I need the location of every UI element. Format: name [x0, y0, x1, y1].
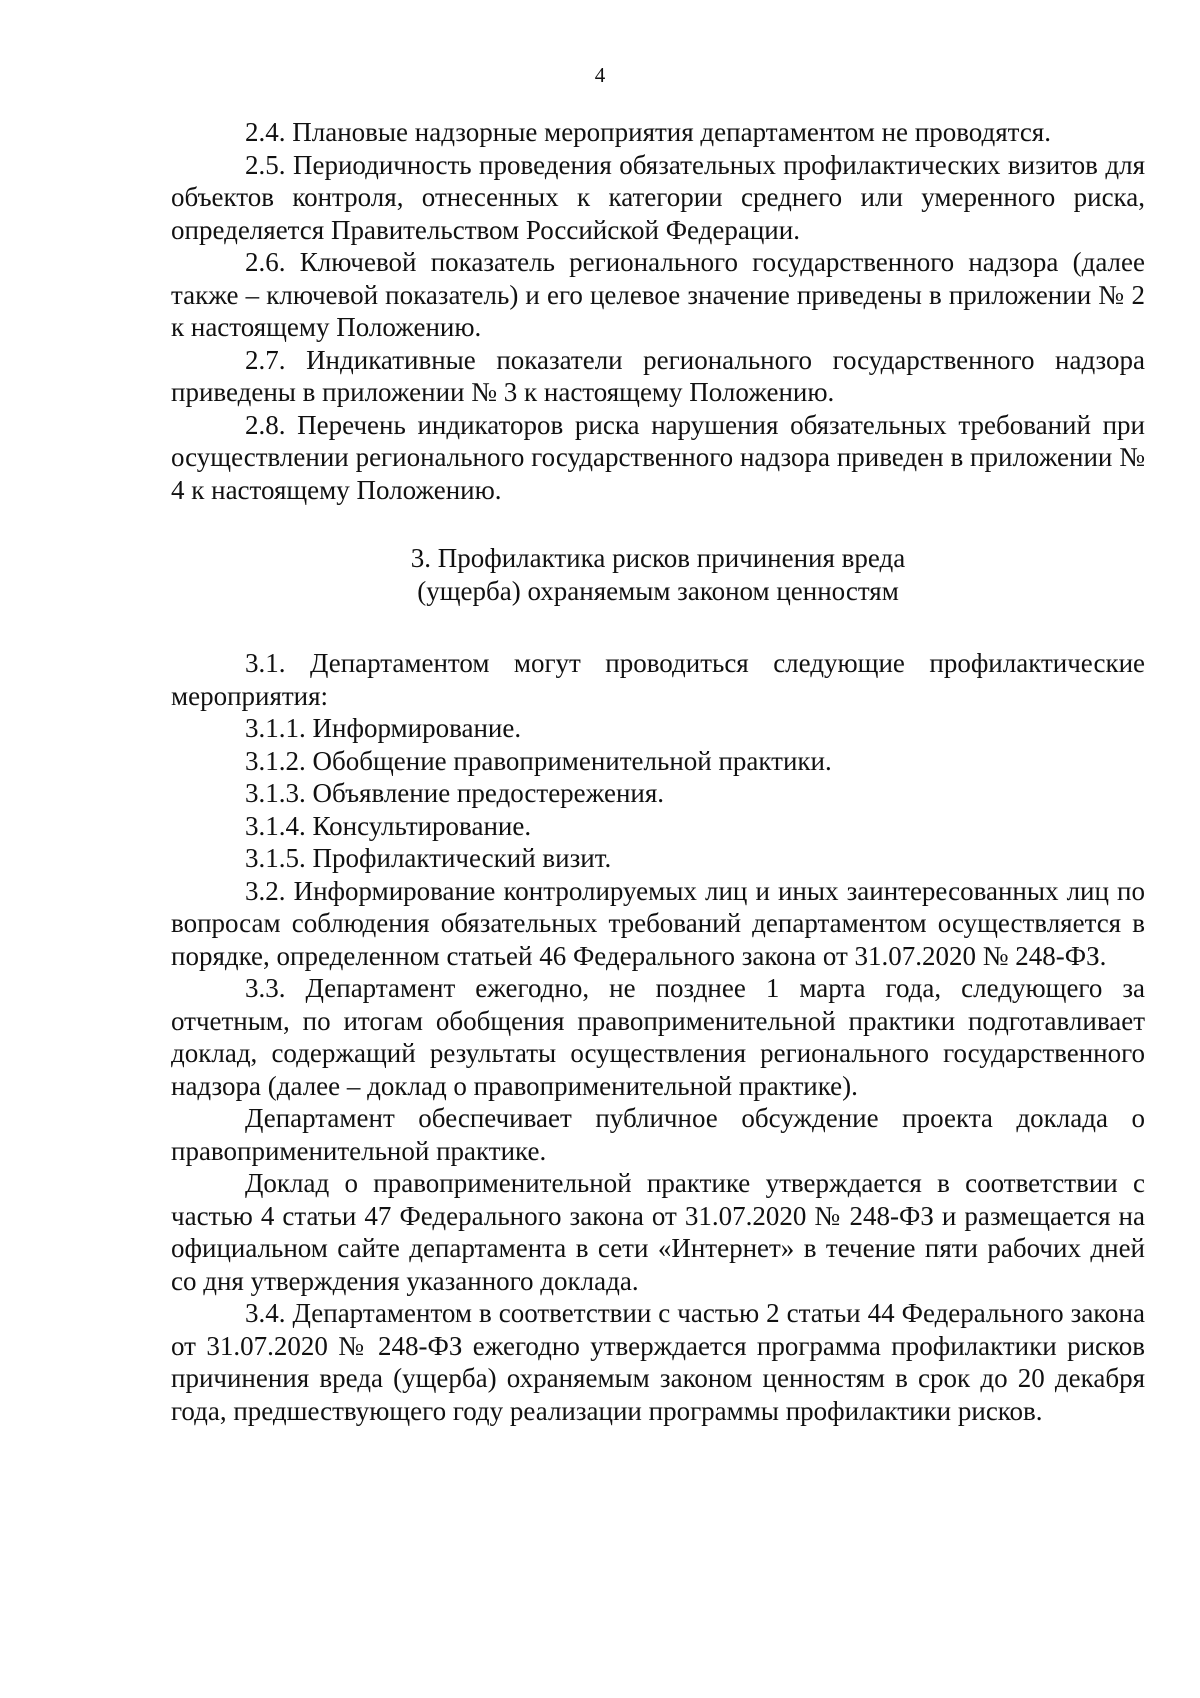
paragraph-2-4: 2.4. Плановые надзорные мероприятия департаментом не проводятся.	[245, 117, 1051, 147]
paragraph-3-1: 3.1. Департаментом могут проводиться следующие профилактические мероприятия:	[171, 648, 1145, 711]
section-3-heading-line-1: 3. Профилактика рисков причинения вреда	[410, 543, 906, 573]
paragraph-3-3: 3.3. Департамент ежегодно, не позднее 1 марта года, следующего за отчетным, по итогам обобщения правоприменительной практики подготавливает доклад, содержащий результаты осуществления регионального государственного надзора (далее – доклад о правоприменительной практике).	[171, 973, 1145, 1101]
paragraph-2-6: 2.6. Ключевой показатель регионального государственного надзора (далее также – ключевой показатель) и его целевое значение приведены в приложении № 2 к настоящему Положению.	[171, 247, 1145, 342]
section-3-heading	[171, 542, 1145, 607]
paragraph-3-3-discussion: Департамент обеспечивает публичное обсуждение проекта доклада о правоприменительной практике.	[171, 1103, 1145, 1166]
paragraph-3-1-4: 3.1.4. Консультирование.	[245, 810, 532, 841]
section-3-heading-line-2: (ущерба) охраняемым законом ценностям	[417, 575, 899, 606]
paragraph-2-5: 2.5. Периодичность проведения обязательных профилактических визитов для объектов контроля, отнесенных к категории среднего или умеренного риска, определяется Правительством Российской Федерации.	[171, 149, 1145, 245]
paragraph-3-1-5: 3.1.5. Профилактический визит.	[245, 843, 612, 873]
paragraph-3-1-3: 3.1.3. Объявление предостережения.	[245, 778, 665, 808]
paragraph-2-8: 2.8. Перечень индикаторов риска нарушения обязательных требований при осуществлении регионального государственного надзора приведен в приложении № 4 к настоящему Положению.	[171, 409, 1145, 505]
paragraph-3-1-1: 3.1.1. Информирование.	[245, 713, 522, 743]
paragraph-3-3-approval: Доклад о правоприменительной практике утверждается в соответствии с частью 4 статьи 47 Федерального закона от 31.07.2020 № 248-ФЗ и размещается на официальном сайте департамента в сети «Интернет» в течение пяти рабочих дней со дня утверждения указанного доклада.	[171, 1168, 1145, 1296]
document-body	[171, 116, 1145, 1427]
page-number: 4	[594, 63, 606, 87]
paragraph-3-4: 3.4. Департаментом в соответствии с частью 2 статьи 44 Федерального закона от 31.07.2020 № 248-ФЗ ежегодно утверждается программа профилактики рисков причинения вреда (ущерба) охраняемым законом ценностям в срок до 20 декабря года, предшествующего году реализации программы профилактики рисков.	[171, 1298, 1145, 1426]
paragraph-2-7: 2.7. Индикативные показатели регионального государственного надзора приведены в приложении № 3 к настоящему Положению.	[171, 344, 1145, 407]
paragraph-3-2: 3.2. Информирование контролируемых лиц и иных заинтересованных лиц по вопросам соблюдения обязательных требований департаментом осуществляется в порядке, определенном статьей 46 Федерального закона от 31.07.2020 № 248-ФЗ.	[171, 875, 1145, 971]
paragraph-3-1-2: 3.1.2. Обобщение правоприменительной практики.	[245, 745, 832, 776]
